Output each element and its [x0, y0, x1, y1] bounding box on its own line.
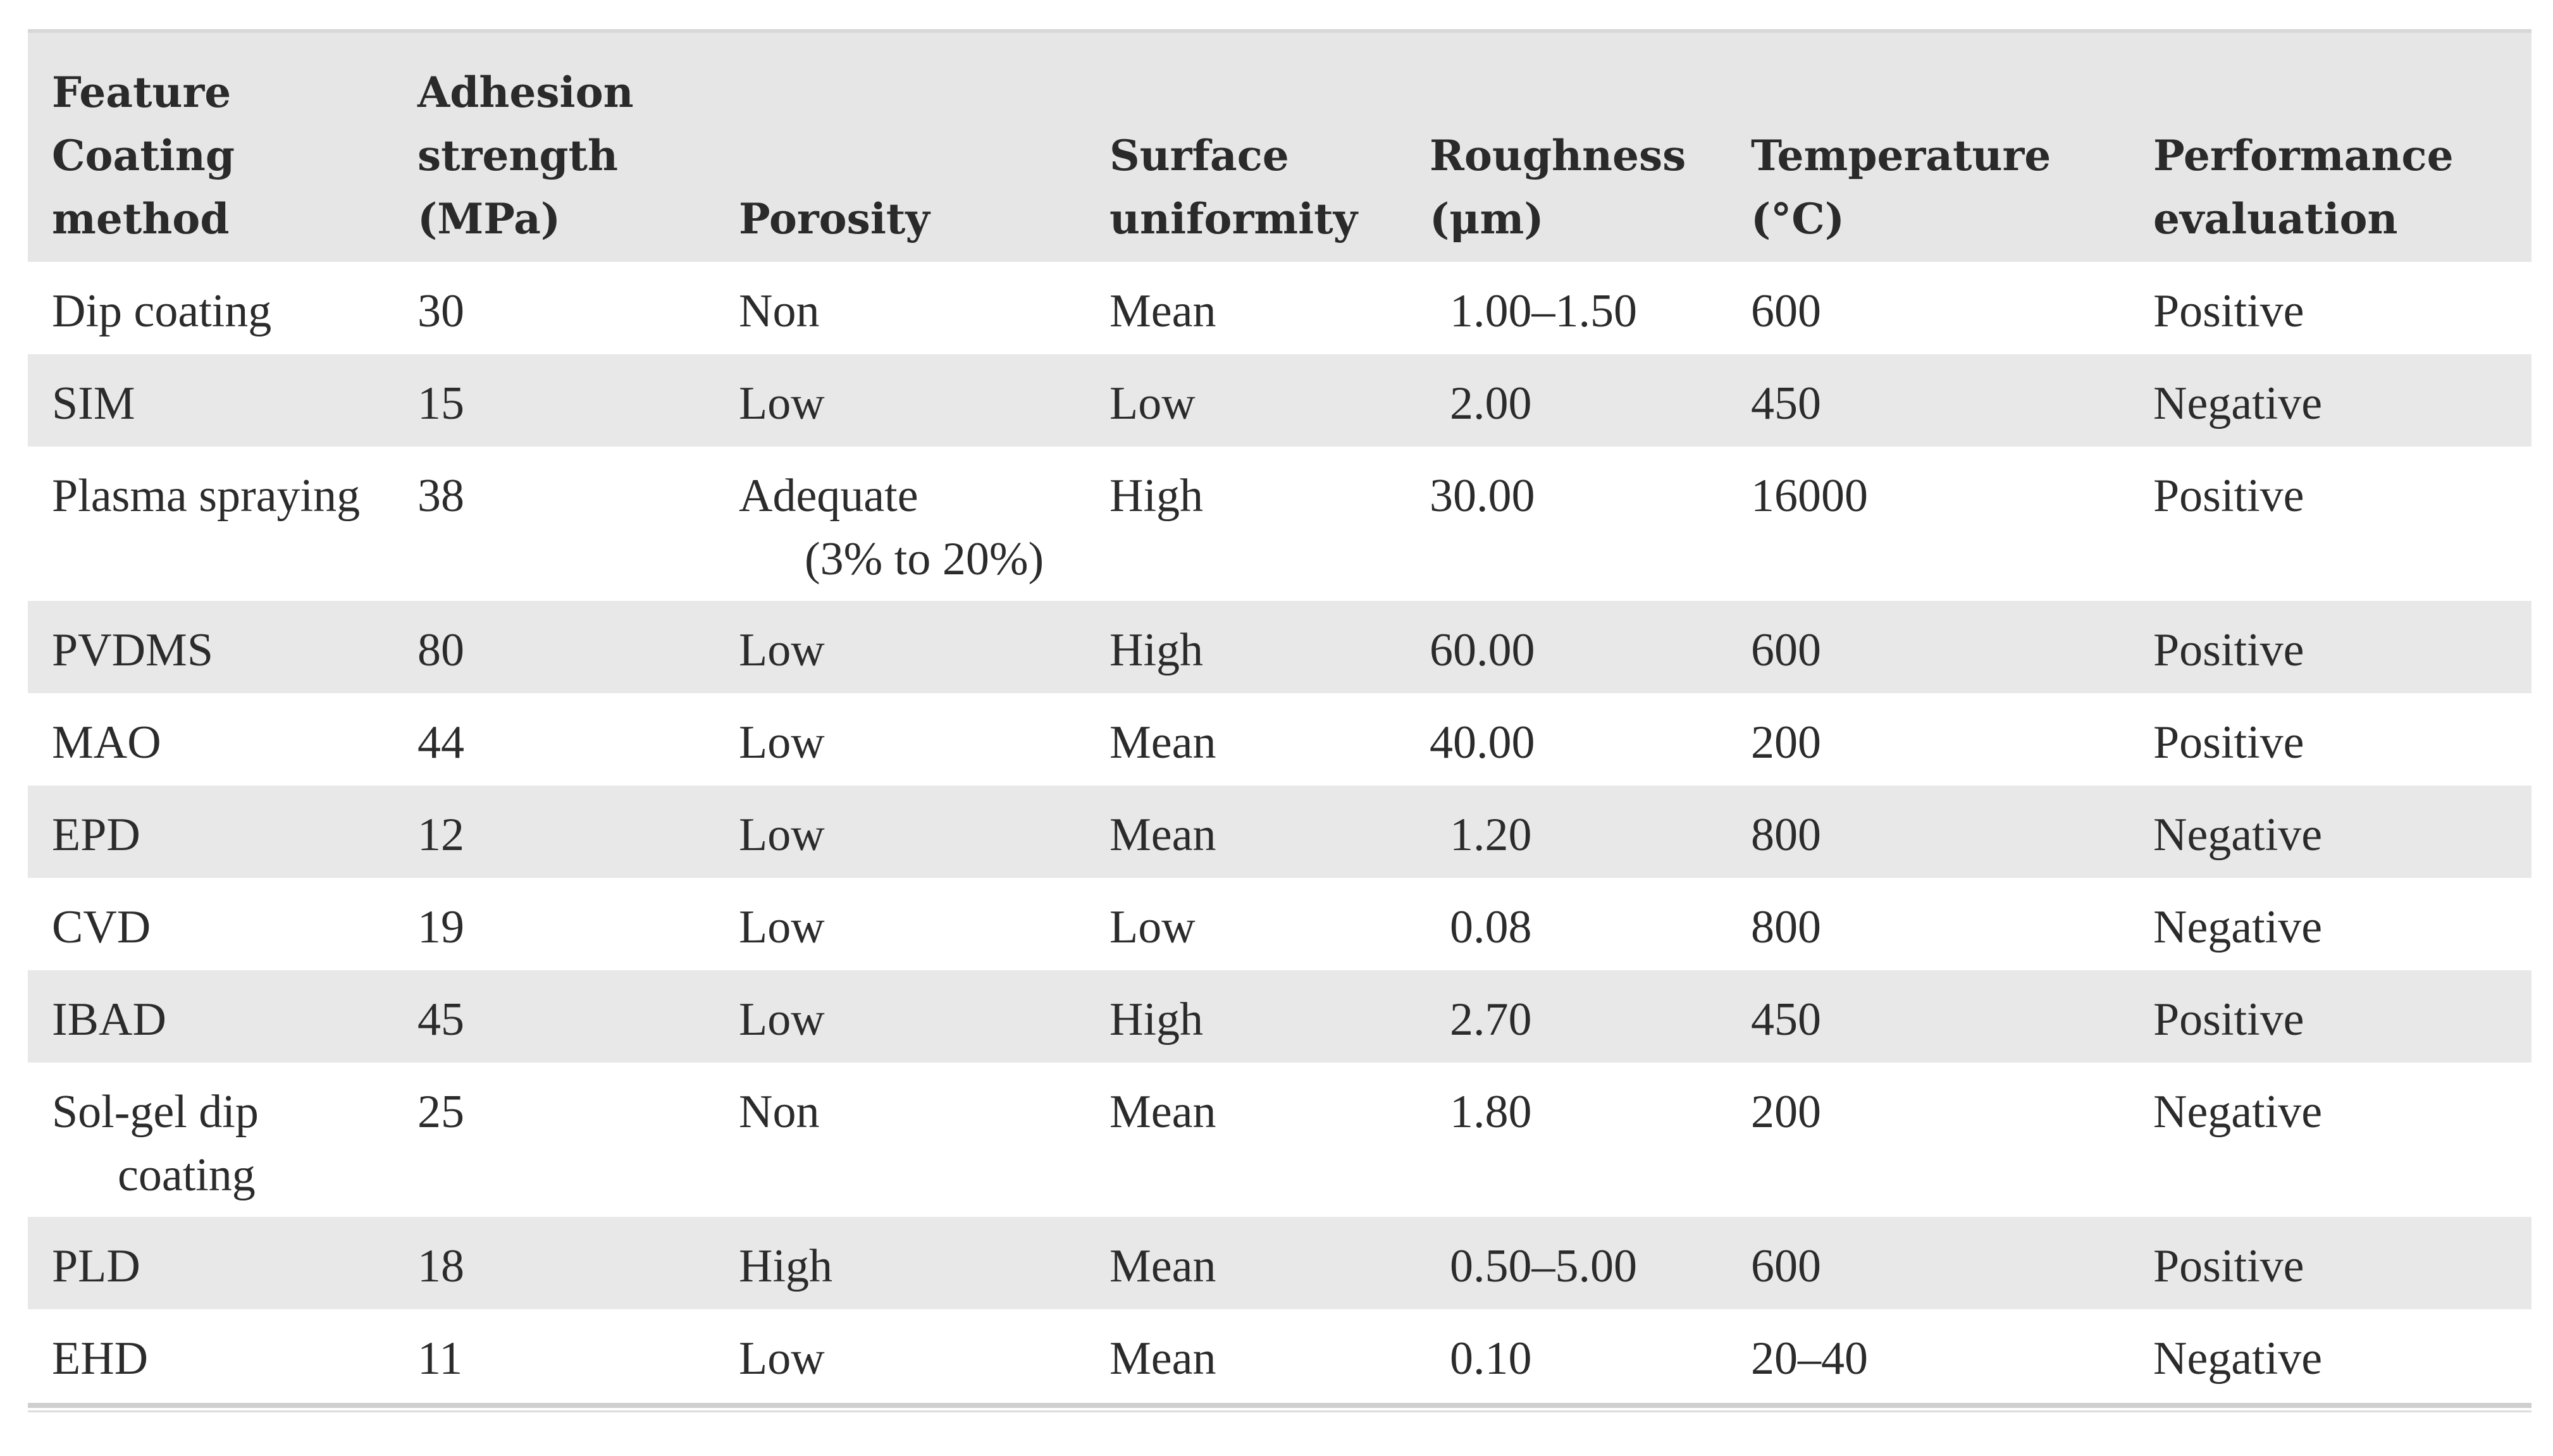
cell-performance: Negative [2153, 378, 2323, 429]
cell-adhesion: 19 [417, 901, 464, 953]
table-body [28, 262, 2531, 1402]
cell-performance: Positive [2153, 1240, 2304, 1292]
cell-adhesion: 38 [417, 470, 464, 522]
cell-temperature: 20–40 [1751, 1333, 1868, 1385]
cell-method: PLD [52, 1240, 140, 1292]
cell-uniformity: High [1110, 470, 1203, 522]
cell-adhesion: 25 [417, 1086, 464, 1138]
cell-uniformity: Mean [1110, 1086, 1216, 1138]
cell-uniformity: Mean [1110, 1333, 1216, 1385]
cell-method: EHD [52, 1333, 149, 1385]
cell-roughness: 2.70 [1450, 994, 1532, 1046]
table-row [28, 354, 2531, 447]
cell-roughness: 1.00–1.50 [1450, 285, 1637, 337]
cell-roughness: 0.50–5.00 [1450, 1240, 1637, 1292]
cell-porosity: Low [739, 717, 825, 768]
table-row [28, 970, 2531, 1063]
cell-temperature: 450 [1751, 378, 1821, 429]
cell-adhesion: 45 [417, 994, 464, 1046]
cell-uniformity: High [1110, 994, 1203, 1046]
cell-uniformity: High [1110, 624, 1203, 676]
cell-uniformity: Mean [1110, 1240, 1216, 1292]
cell-temperature: 800 [1751, 901, 1821, 953]
cell-performance: Negative [2153, 901, 2323, 953]
cell-uniformity: Mean [1110, 285, 1216, 337]
cell-roughness: 30.00 [1430, 470, 1535, 522]
cell-adhesion: 11 [417, 1333, 463, 1385]
table-row [28, 786, 2531, 878]
cell-performance: Positive [2153, 285, 2304, 337]
header-coating-method: Feature Coating method [52, 68, 235, 244]
cell-porosity: Low [739, 994, 825, 1046]
cell-porosity: Low [739, 378, 825, 429]
cell-temperature: 600 [1751, 285, 1821, 337]
cell-adhesion: 12 [417, 809, 464, 861]
cell-performance: Positive [2153, 994, 2304, 1046]
cell-adhesion: 44 [417, 717, 464, 768]
cell-adhesion: 80 [417, 624, 464, 676]
cell-uniformity: Low [1110, 378, 1196, 429]
table-row [28, 693, 2531, 786]
cell-performance: Positive [2153, 470, 2304, 522]
cell-porosity: Non [739, 1086, 820, 1138]
cell-method: SIM [52, 378, 135, 429]
cell-roughness: 40.00 [1430, 717, 1535, 768]
cell-adhesion: 30 [417, 285, 464, 337]
header-adhesion-strength: Adhesion strength (MPa) [417, 68, 634, 244]
table-row [28, 601, 2531, 693]
cell-performance: Negative [2153, 1333, 2323, 1385]
cell-porosity: Adequate (3% to 20%) [715, 447, 1085, 601]
cell-method: EPD [52, 809, 140, 861]
cell-porosity: Non [739, 285, 820, 337]
table-row [28, 1063, 2531, 1217]
table-row [28, 1217, 2531, 1309]
cell-roughness: 2.00 [1450, 378, 1532, 429]
cell-adhesion: 15 [417, 378, 464, 429]
cell-temperature: 600 [1751, 1240, 1821, 1292]
header-surface-uniformity: Surface uniformity [1110, 131, 1357, 244]
cell-roughness: 60.00 [1430, 624, 1535, 676]
header-temperature: Temperature (°C) [1751, 131, 2051, 244]
header-porosity: Porosity [739, 194, 930, 244]
cell-method: Sol-gel dip coating [28, 1063, 393, 1217]
cell-method-continuation: coating [118, 1149, 256, 1201]
cell-performance: Positive [2153, 717, 2304, 768]
cell-roughness: 1.80 [1450, 1086, 1532, 1138]
cell-temperature: 450 [1751, 994, 1821, 1046]
cell-uniformity: Low [1110, 901, 1196, 953]
cell-roughness: 1.20 [1450, 809, 1532, 861]
table-row [28, 878, 2531, 970]
cell-porosity: High [739, 1240, 832, 1292]
table-row [28, 262, 2531, 354]
cell-method: Dip coating [52, 285, 272, 337]
cell-method: MAO [52, 717, 161, 768]
cell-performance: Positive [2153, 624, 2304, 676]
cell-temperature: 600 [1751, 624, 1821, 676]
cell-performance: Negative [2153, 809, 2323, 861]
cell-porosity: Low [739, 624, 825, 676]
cell-method: CVD [52, 901, 151, 953]
coating-methods-table [28, 33, 2531, 1402]
cell-method: Plasma spraying [52, 470, 361, 522]
table-row [28, 447, 2531, 601]
cell-temperature: 200 [1751, 1086, 1821, 1138]
table-row [28, 1309, 2531, 1402]
header-performance-evaluation: Performance evaluation [2153, 131, 2454, 244]
cell-porosity-detail: (3% to 20%) [805, 533, 1044, 585]
cell-method: IBAD [52, 994, 166, 1046]
cell-porosity: Low [739, 901, 825, 953]
header-row [28, 33, 2531, 262]
cell-uniformity: Mean [1110, 809, 1216, 861]
table-bottom-rule-thin [28, 1410, 2531, 1412]
table-bottom-rule [28, 1403, 2531, 1408]
cell-temperature: 200 [1751, 717, 1821, 768]
cell-method: PVDMS [52, 624, 213, 676]
cell-temperature: 16000 [1751, 470, 1868, 522]
cell-uniformity: Mean [1110, 717, 1216, 768]
header-roughness: Roughness (μm) [1430, 131, 1686, 244]
cell-porosity: Low [739, 809, 825, 861]
cell-performance: Negative [2153, 1086, 2323, 1138]
cell-adhesion: 18 [417, 1240, 464, 1292]
cell-temperature: 800 [1751, 809, 1821, 861]
coating-methods-table-container [28, 33, 2531, 1408]
table-header [28, 33, 2531, 262]
cell-roughness: 0.08 [1450, 901, 1532, 953]
cell-porosity: Low [739, 1333, 825, 1385]
cell-roughness: 0.10 [1450, 1333, 1532, 1385]
